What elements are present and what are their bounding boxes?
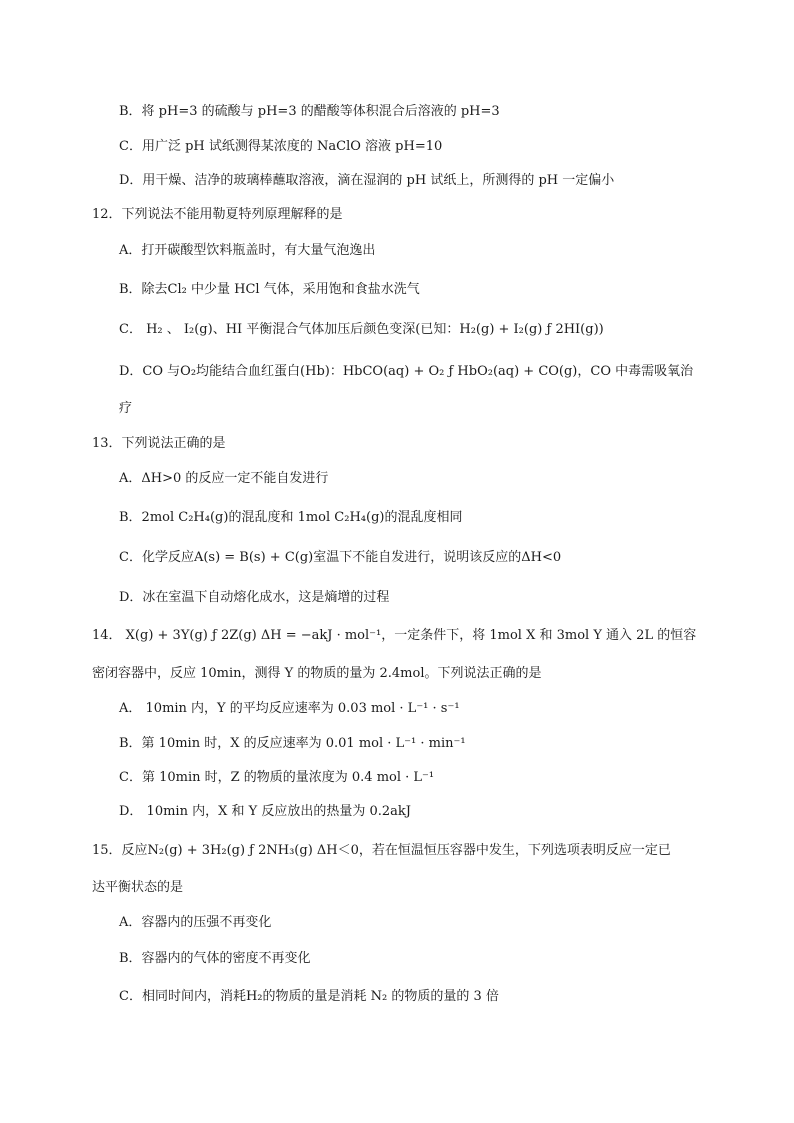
q11-option-d: D．用干燥、洁净的玻璃棒蘸取溶液，滴在湿润的 pH 试纸上，所测得的 pH 一定偏小: [119, 173, 615, 188]
q12-option-c: C． H₂ 、 I₂(g)、HI 平衡混合气体加压后颜色变深(已知：H₂(g) + I₂(g) ƒ 2HI(g)): [119, 322, 604, 337]
q15-option-c: C．相同时间内，消耗H₂的物质的量是消耗 N₂ 的物质的量的 3 倍: [119, 989, 499, 1004]
q13-option-b: B．2mol C₂H₄(g)的混乱度和 1mol C₂H₄(g)的混乱度相同: [119, 510, 463, 525]
q12-option-d: D．CO 与O₂均能结合血红蛋白(Hb)：HbCO(aq) + O₂ ƒ HbO₂(aq) + CO(g)，CO 中毒需吸氧治: [119, 364, 694, 379]
q13-stem: 13．下列说法正确的是: [92, 436, 226, 451]
q15-option-a: A．容器内的压强不再变化: [119, 915, 272, 930]
q11-option-b: B．将 pH=3 的硫酸与 pH=3 的醋酸等体积混合后溶液的 pH=3: [119, 104, 500, 119]
q13-option-d: D．冰在室温下自动熔化成水，这是熵增的过程: [119, 590, 390, 605]
q13-option-a: A．ΔH>0 的反应一定不能自发进行: [119, 471, 329, 486]
q15-stem-continued: 达平衡状态的是: [92, 880, 184, 895]
q14-option-d: D． 10min 内，X 和 Y 反应放出的热量为 0.2akJ: [119, 804, 411, 819]
q14-option-c: C．第 10min 时，Z 的物质的量浓度为 0.4 mol · L⁻¹: [119, 770, 435, 785]
q12-option-d-continued: 疗: [119, 401, 133, 416]
q12-option-b: B．除去Cl₂ 中少量 HCl 气体，采用饱和食盐水洗气: [119, 282, 420, 297]
q15-stem: 15．反应N₂(g) + 3H₂(g) ƒ 2NH₃(g) ΔH＜0，若在恒温恒压容器中发生，下列选项表明反应一定已: [92, 843, 671, 858]
q12-stem: 12．下列说法不能用勒夏特列原理解释的是: [92, 207, 343, 222]
q14-option-a: A． 10min 内，Y 的平均反应速率为 0.03 mol · L⁻¹ · s⁻¹: [119, 701, 460, 716]
q14-option-b: B．第 10min 时，X 的反应速率为 0.01 mol · L⁻¹ · min⁻¹: [119, 736, 466, 751]
q15-option-b: B．容器内的气体的密度不再变化: [119, 951, 311, 966]
q14-stem-continued: 密闭容器中，反应 10min，测得 Y 的物质的量为 2.4mol。下列说法正确的是: [92, 666, 542, 681]
q11-option-c: C．用广泛 pH 试纸测得某浓度的 NaClO 溶液 pH=10: [119, 139, 443, 154]
q12-option-a: A．打开碳酸型饮料瓶盖时，有大量气泡逸出: [119, 243, 376, 258]
q13-option-c: C．化学反应A(s) = B(s) + C(g)室温下不能自发进行，说明该反应的ΔH<0: [119, 550, 562, 565]
q14-stem: 14． X(g) + 3Y(g) ƒ 2Z(g) ΔH = −akJ · mol⁻¹，一定条件下，将 1mol X 和 3mol Y 通入 2L 的恒容: [92, 628, 697, 643]
